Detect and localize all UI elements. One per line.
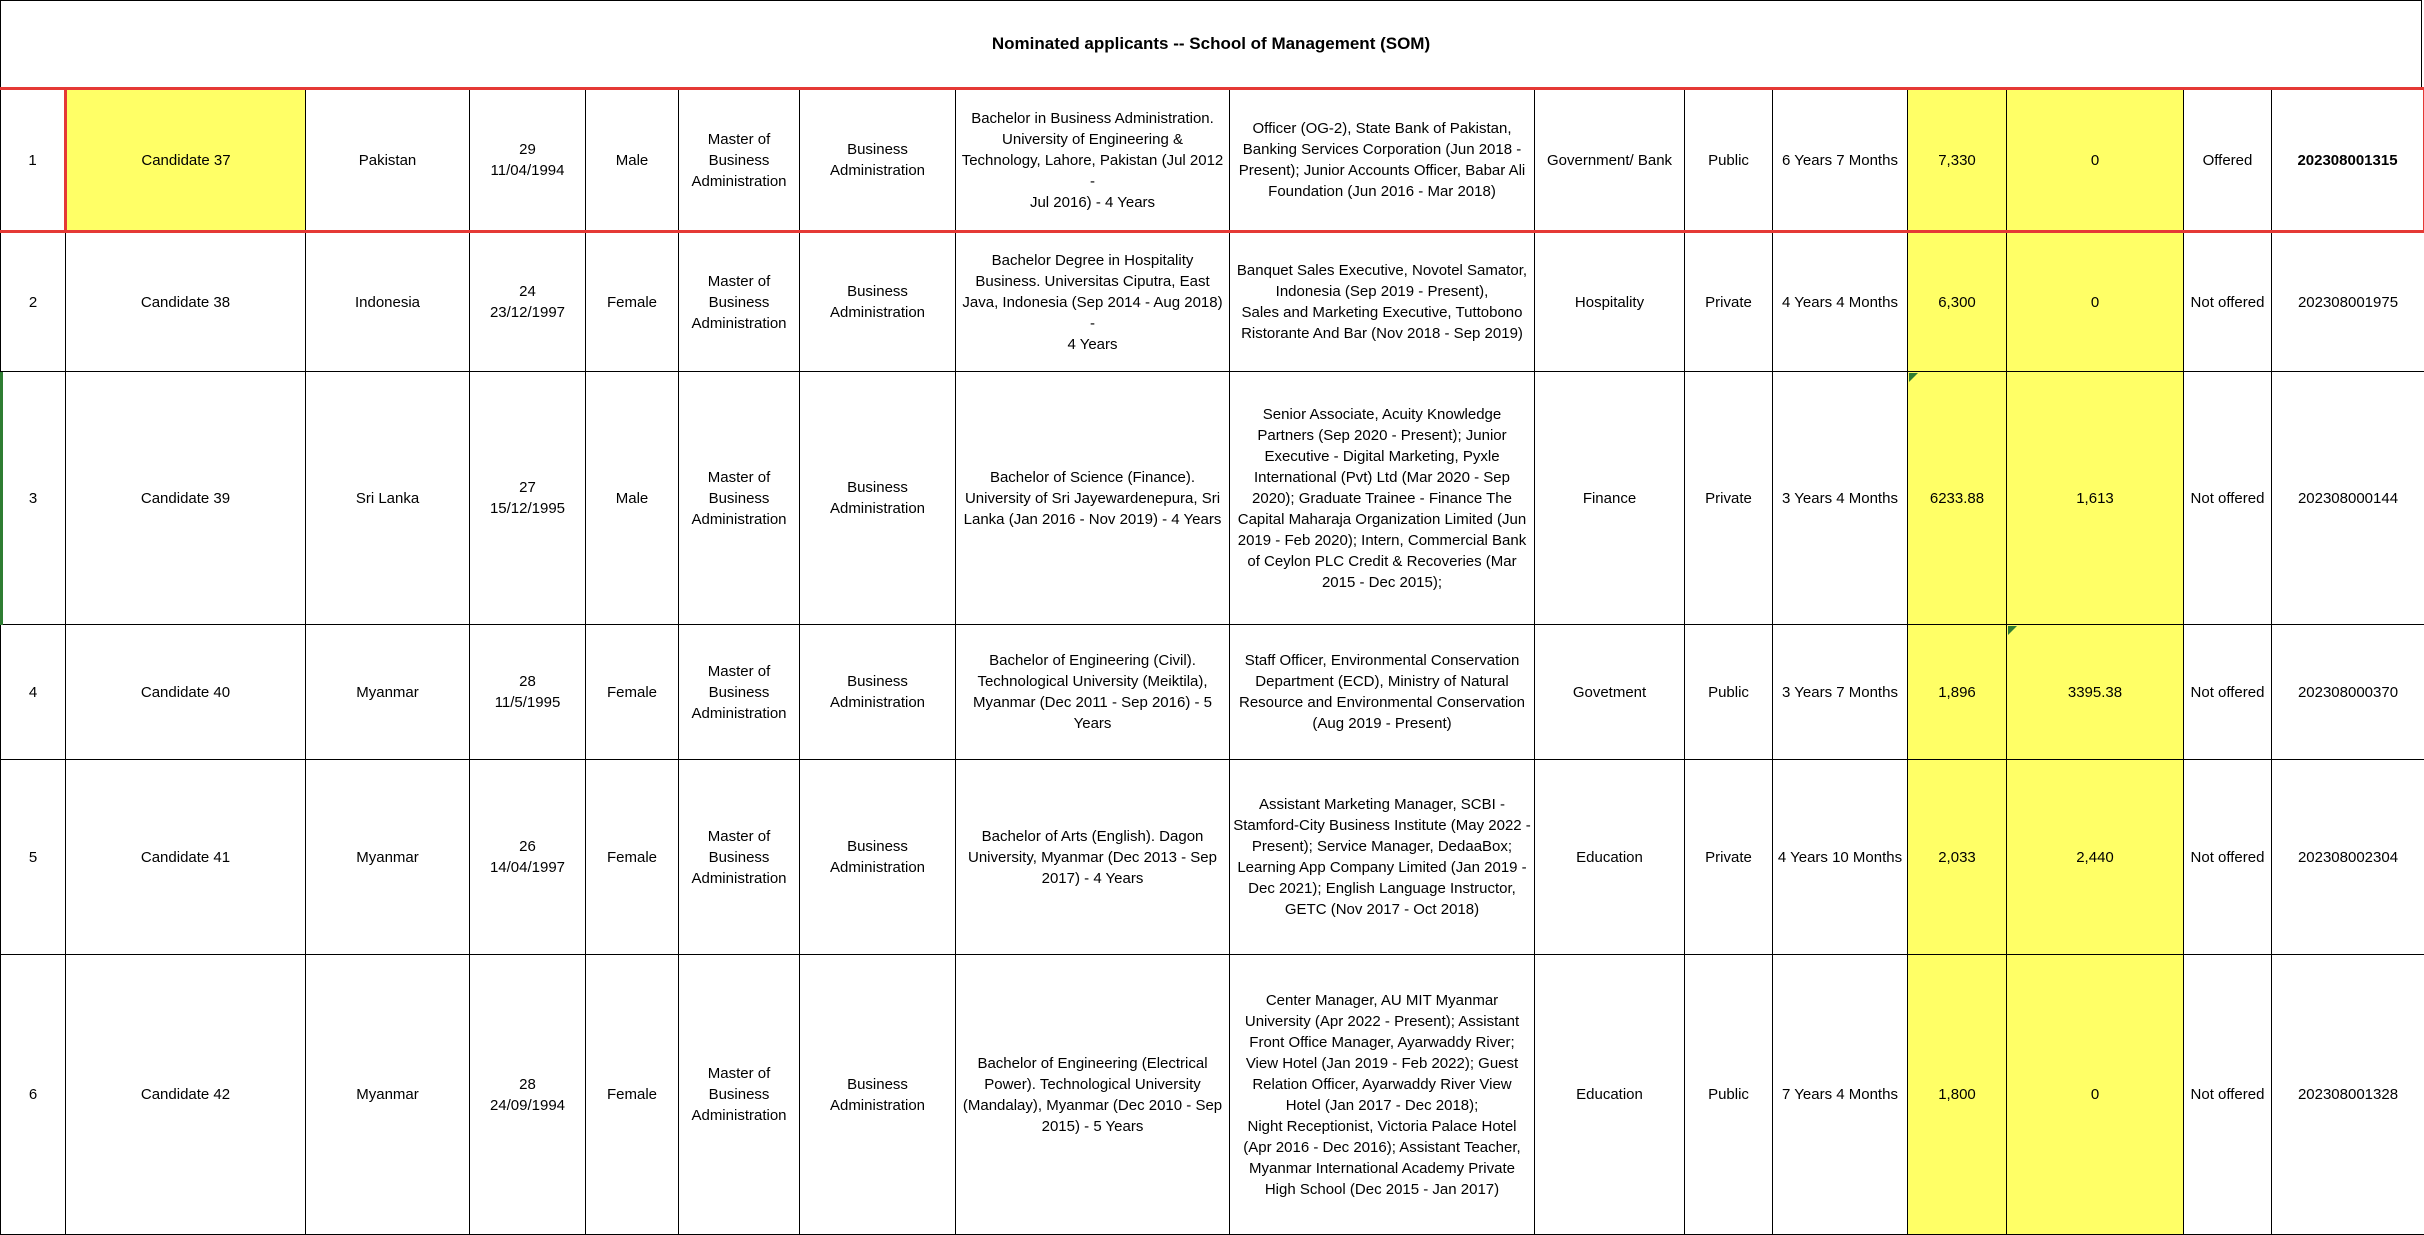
application-id-cell[interactable]: 202308002304 bbox=[2272, 760, 2424, 955]
row-number[interactable]: 2 bbox=[1, 232, 66, 372]
application-id-cell[interactable]: 202308001328 bbox=[2272, 955, 2424, 1235]
value-one-cell[interactable]: 6,300 bbox=[1908, 232, 2007, 372]
age-dob-cell[interactable]: 29 11/04/1994 bbox=[470, 89, 586, 232]
comment-indicator-icon[interactable] bbox=[1909, 373, 1918, 382]
value-one-cell[interactable]: 7,330 bbox=[1908, 89, 2007, 232]
experience-cell[interactable]: Staff Officer, Environmental Conservation Department (ECD), Ministry of Natural Resource and Environmental Conservation (Aug 2019 - Present) bbox=[1230, 625, 1535, 760]
table-row bbox=[1, 89, 2424, 232]
country-cell[interactable]: Myanmar bbox=[306, 760, 470, 955]
offer-status-cell[interactable]: Not offered bbox=[2184, 232, 2272, 372]
sector-cell[interactable]: Finance bbox=[1535, 372, 1685, 625]
row-number[interactable]: 4 bbox=[1, 625, 66, 760]
candidate-name[interactable]: Candidate 38 bbox=[66, 232, 306, 372]
program-cell[interactable]: Master of Business Administration bbox=[679, 89, 800, 232]
country-cell[interactable]: Myanmar bbox=[306, 955, 470, 1235]
row-number[interactable]: 5 bbox=[1, 760, 66, 955]
experience-duration-cell[interactable]: 3 Years 4 Months bbox=[1773, 372, 1908, 625]
sector-type-cell[interactable]: Private bbox=[1685, 760, 1773, 955]
education-cell[interactable]: Bachelor in Business Administration. University of Engineering & Technology, Lahore, Pakistan (Jul 2012 - Jul 2016) - 4 Years bbox=[956, 89, 1230, 232]
candidate-name[interactable]: Candidate 41 bbox=[66, 760, 306, 955]
applicants-table bbox=[0, 87, 2424, 1235]
candidate-name[interactable]: Candidate 42 bbox=[66, 955, 306, 1235]
experience-duration-cell[interactable]: 6 Years 7 Months bbox=[1773, 89, 1908, 232]
gender-cell[interactable]: Female bbox=[586, 232, 679, 372]
gender-cell[interactable]: Male bbox=[586, 89, 679, 232]
education-cell[interactable]: Bachelor Degree in Hospitality Business. Universitas Ciputra, East Java, Indonesia (Sep 2014 - Aug 2018) - 4 Years bbox=[956, 232, 1230, 372]
value-one-cell[interactable]: 1,896 bbox=[1908, 625, 2007, 760]
experience-cell[interactable]: Center Manager, AU MIT Myanmar University (Apr 2022 - Present); Assistant Front Office Manager, Ayarwaddy River; View Hotel (Jan 2019 - Feb 2022); Guest Relation Officer, Ayarwaddy River View Hotel (Jan 2017 - Dec 2018); Night Receptionist, Victoria Palace Hotel (Apr 2016 - Dec 2016); Assistant Teacher, Myanmar International Academy Private High School (Dec 2015 - Jan 2017) bbox=[1230, 955, 1535, 1235]
age-dob-cell[interactable]: 27 15/12/1995 bbox=[470, 372, 586, 625]
candidate-name[interactable]: Candidate 37 bbox=[66, 89, 306, 232]
candidate-name[interactable]: Candidate 40 bbox=[66, 625, 306, 760]
education-cell[interactable]: Bachelor of Science (Finance). University of Sri Jayewardenepura, Sri Lanka (Jan 2016 - Nov 2019) - 4 Years bbox=[956, 372, 1230, 625]
value-two-cell[interactable]: 0 bbox=[2007, 89, 2184, 232]
program-cell[interactable]: Master of Business Administration bbox=[679, 372, 800, 625]
experience-cell[interactable]: Officer (OG-2), State Bank of Pakistan, Banking Services Corporation (Jun 2018 - Present); Junior Accounts Officer, Babar Ali Foundation (Jun 2016 - Mar 2018) bbox=[1230, 89, 1535, 232]
value-two-cell[interactable]: 3395.38 bbox=[2007, 625, 2184, 760]
major-cell[interactable]: Business Administration bbox=[800, 955, 956, 1235]
country-cell[interactable]: Pakistan bbox=[306, 89, 470, 232]
program-cell[interactable]: Master of Business Administration bbox=[679, 955, 800, 1235]
country-cell[interactable]: Myanmar bbox=[306, 625, 470, 760]
value-one-cell[interactable]: 6233.88 bbox=[1908, 372, 2007, 625]
experience-cell[interactable]: Banquet Sales Executive, Novotel Samator, Indonesia (Sep 2019 - Present), Sales and Marketing Executive, Tuttobono Ristorante And Bar (Nov 2018 - Sep 2019) bbox=[1230, 232, 1535, 372]
offer-status-cell[interactable]: Not offered bbox=[2184, 955, 2272, 1235]
country-cell[interactable]: Sri Lanka bbox=[306, 372, 470, 625]
table-row bbox=[1, 625, 2424, 760]
value-two-cell[interactable]: 0 bbox=[2007, 232, 2184, 372]
gender-cell[interactable]: Female bbox=[586, 760, 679, 955]
gender-cell[interactable]: Female bbox=[586, 955, 679, 1235]
row-number[interactable]: 3 bbox=[1, 372, 66, 625]
sector-cell[interactable]: Education bbox=[1535, 760, 1685, 955]
experience-duration-cell[interactable]: 3 Years 7 Months bbox=[1773, 625, 1908, 760]
major-cell[interactable]: Business Administration bbox=[800, 89, 956, 232]
value-one-cell[interactable]: 1,800 bbox=[1908, 955, 2007, 1235]
row-edge-indicator bbox=[0, 372, 3, 625]
age-dob-cell[interactable]: 28 24/09/1994 bbox=[470, 955, 586, 1235]
gender-cell[interactable]: Female bbox=[586, 625, 679, 760]
offer-status-cell[interactable]: Not offered bbox=[2184, 760, 2272, 955]
table-row bbox=[1, 372, 2424, 625]
education-cell[interactable]: Bachelor of Arts (English). Dagon University, Myanmar (Dec 2013 - Sep 2017) - 4 Years bbox=[956, 760, 1230, 955]
sector-cell[interactable]: Education bbox=[1535, 955, 1685, 1235]
sector-type-cell[interactable]: Private bbox=[1685, 372, 1773, 625]
application-id-cell[interactable]: 202308000370 bbox=[2272, 625, 2424, 760]
experience-duration-cell[interactable]: 7 Years 4 Months bbox=[1773, 955, 1908, 1235]
gender-cell[interactable]: Male bbox=[586, 372, 679, 625]
experience-cell[interactable]: Assistant Marketing Manager, SCBI - Stamford-City Business Institute (May 2022 - Present); Service Manager, DedaaBox; Learning App Company Limited (Jan 2019 - Dec 2021); English Language Instructor, GETC (Nov 2017 - Oct 2018) bbox=[1230, 760, 1535, 955]
education-cell[interactable]: Bachelor of Engineering (Civil). Technological University (Meiktila), Myanmar (Dec 2011 - Sep 2016) - 5 Years bbox=[956, 625, 1230, 760]
application-id-cell[interactable]: 202308001975 bbox=[2272, 232, 2424, 372]
country-cell[interactable]: Indonesia bbox=[306, 232, 470, 372]
candidate-name[interactable]: Candidate 39 bbox=[66, 372, 306, 625]
sector-type-cell[interactable]: Public bbox=[1685, 89, 1773, 232]
major-cell[interactable]: Business Administration bbox=[800, 760, 956, 955]
sector-type-cell[interactable]: Public bbox=[1685, 955, 1773, 1235]
experience-duration-cell[interactable]: 4 Years 4 Months bbox=[1773, 232, 1908, 372]
value-two-cell[interactable]: 0 bbox=[2007, 955, 2184, 1235]
sector-cell[interactable]: Government/ Bank bbox=[1535, 89, 1685, 232]
value-two-cell[interactable]: 2,440 bbox=[2007, 760, 2184, 955]
experience-duration-cell[interactable]: 4 Years 10 Months bbox=[1773, 760, 1908, 955]
major-cell[interactable]: Business Administration bbox=[800, 625, 956, 760]
program-cell[interactable]: Master of Business Administration bbox=[679, 232, 800, 372]
education-cell[interactable]: Bachelor of Engineering (Electrical Power). Technological University (Mandalay), Myanmar (Dec 2010 - Sep 2015) - 5 Years bbox=[956, 955, 1230, 1235]
sector-type-cell[interactable]: Private bbox=[1685, 232, 1773, 372]
offer-status-cell[interactable]: Not offered bbox=[2184, 625, 2272, 760]
sector-type-cell[interactable]: Public bbox=[1685, 625, 1773, 760]
sheet-title: Nominated applicants -- School of Management (SOM) bbox=[991, 34, 1431, 53]
program-cell[interactable]: Master of Business Administration bbox=[679, 625, 800, 760]
row-number[interactable]: 1 bbox=[1, 89, 66, 232]
value-one-cell[interactable]: 2,033 bbox=[1908, 760, 2007, 955]
comment-indicator-icon[interactable] bbox=[2008, 626, 2017, 635]
offer-status-cell[interactable]: Offered bbox=[2184, 89, 2272, 232]
table-row bbox=[1, 760, 2424, 955]
table-row bbox=[1, 955, 2424, 1235]
table-row bbox=[1, 232, 2424, 372]
application-id-cell[interactable]: 202308000144 bbox=[2272, 372, 2424, 625]
sector-cell[interactable]: Govetment bbox=[1535, 625, 1685, 760]
row-number[interactable]: 6 bbox=[1, 955, 66, 1235]
age-dob-cell[interactable]: 26 14/04/1997 bbox=[470, 760, 586, 955]
sheet-title-cell[interactable] bbox=[0, 0, 2422, 87]
value-two-cell[interactable]: 1,613 bbox=[2007, 372, 2184, 625]
major-cell[interactable]: Business Administration bbox=[800, 372, 956, 625]
age-dob-cell[interactable]: 28 11/5/1995 bbox=[470, 625, 586, 760]
offer-status-cell[interactable]: Not offered bbox=[2184, 372, 2272, 625]
sector-cell[interactable]: Hospitality bbox=[1535, 232, 1685, 372]
experience-cell[interactable]: Senior Associate, Acuity Knowledge Partners (Sep 2020 - Present); Junior Executive - Digital Marketing, Pyxle International (Pvt) Ltd (Mar 2020 - Sep 2020); Graduate Trainee - Finance The Capital Maharaja Organization Limited (Jun 2019 - Feb 2020); Intern, Commercial Bank of Ceylon PLC Credit & Recoveries (Mar 2015 - Dec 2015); bbox=[1230, 372, 1535, 625]
program-cell[interactable]: Master of Business Administration bbox=[679, 760, 800, 955]
application-id-cell[interactable]: 202308001315 bbox=[2272, 89, 2424, 232]
major-cell[interactable]: Business Administration bbox=[800, 232, 956, 372]
age-dob-cell[interactable]: 24 23/12/1997 bbox=[470, 232, 586, 372]
